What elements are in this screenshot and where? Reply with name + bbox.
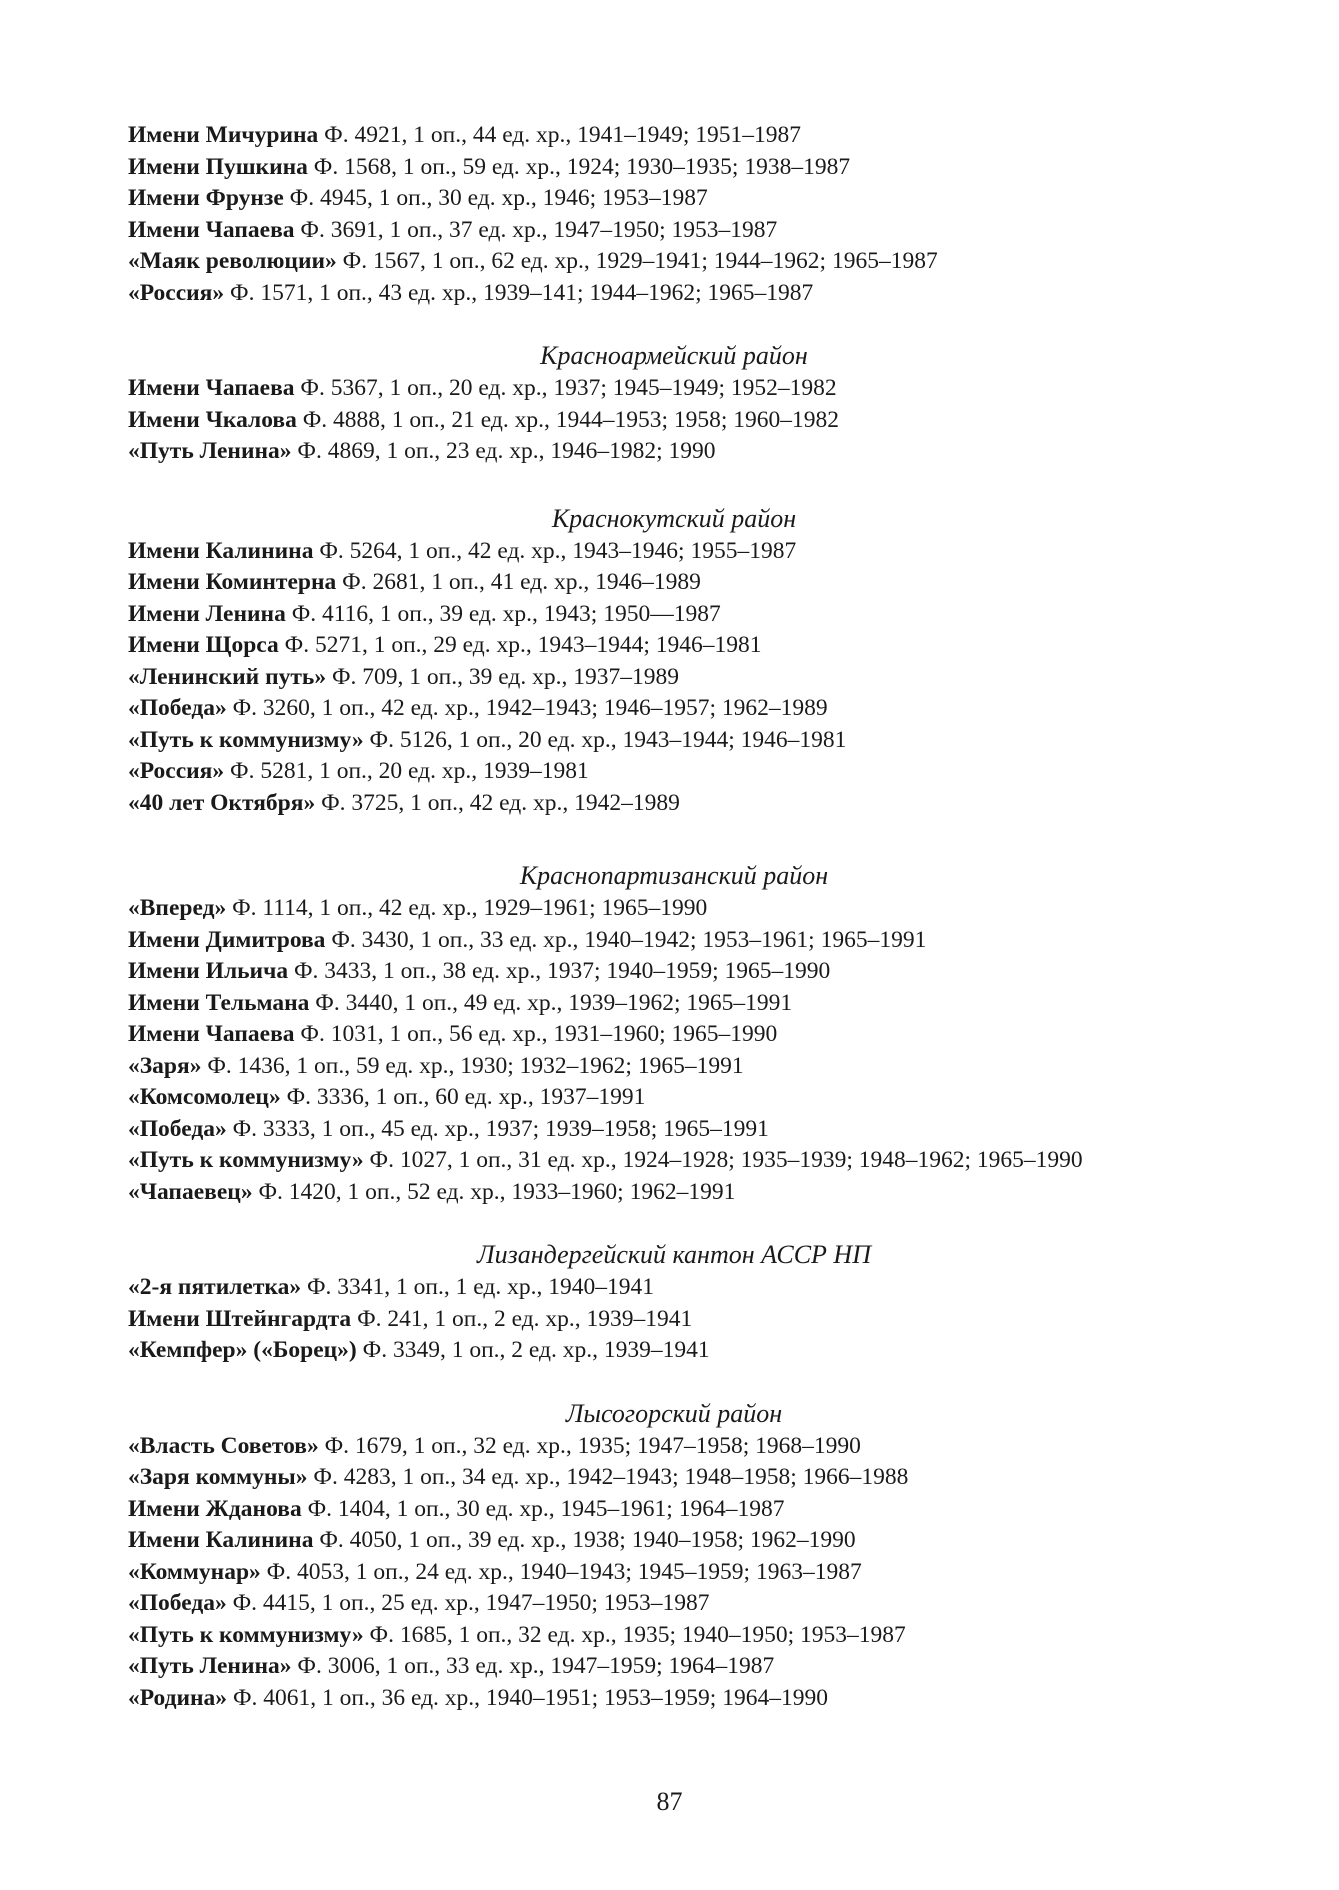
entry xyxy=(128,956,1228,988)
top-entries xyxy=(128,120,1228,309)
entry-name: «Путь к коммунизму» xyxy=(128,1147,364,1173)
entry xyxy=(128,925,1228,957)
entry xyxy=(128,1462,1228,1494)
entry xyxy=(128,215,1228,247)
entry-details: Ф. 3430, 1 оп., 33 ед. хр., 1940–1942; 1953–1961; 1965–1991 xyxy=(325,926,927,953)
entry-name: «Победа» xyxy=(128,1590,227,1616)
entry xyxy=(128,1051,1228,1083)
section-krasnopartizansky xyxy=(128,859,1228,1208)
entry-details: Ф. 3341, 1 оп., 1 ед. хр., 1940–1941 xyxy=(301,1274,654,1300)
entry-details: Ф. 5126, 1 оп., 20 ед. хр., 1943–1944; 1946–1981 xyxy=(363,726,847,753)
entry-details: Ф. 4116, 1 оп., 39 ед. хр., 1943; 1950––1987 xyxy=(285,600,721,627)
entry-details: Ф. 5367, 1 оп., 20 ед. хр., 1937; 1945–1949; 1952–1982 xyxy=(294,375,837,401)
entry-name: Имени Мичурина xyxy=(128,122,319,148)
entry-name: «Вперед» xyxy=(128,895,227,921)
entry-name: «Путь к коммунизму» xyxy=(128,726,364,753)
entry-name: Имени Калинина xyxy=(128,537,314,564)
entry-details: Ф. 1031, 1 оп., 56 ед. хр., 1931–1960; 1965–1990 xyxy=(294,1021,778,1047)
entry-name: «Победа» xyxy=(128,1115,227,1142)
entry xyxy=(128,630,1228,662)
entry-name: Имени Коминтерна xyxy=(128,569,337,595)
entry-details: Ф. 1679, 1 оп., 32 ед. хр., 1935; 1947–1958; 1968–1990 xyxy=(318,1432,861,1459)
entry xyxy=(128,1272,1228,1304)
entry-name: «Заря коммуны» xyxy=(128,1464,308,1490)
entry-details: Ф. 4061, 1 оп., 36 ед. хр., 1940–1951; 1953–1959; 1964–1990 xyxy=(227,1684,828,1711)
entry-name: «Путь к коммунизму» xyxy=(128,1621,364,1648)
entry-name: Имени Чапаева xyxy=(128,375,295,401)
entry xyxy=(128,1304,1228,1336)
entry-name: «Родина» xyxy=(128,1684,228,1711)
entry-details: Ф. 2681, 1 оп., 41 ед. хр., 1946–1989 xyxy=(336,569,701,595)
entry-details: Ф. 4921, 1 оп., 44 ед. хр., 1941–1949; 1951–1987 xyxy=(318,122,802,148)
entry xyxy=(128,246,1228,278)
entry-name: Имени Чапаева xyxy=(128,216,295,243)
entry xyxy=(128,152,1228,184)
entry-name: «2-я пятилетка» xyxy=(128,1274,302,1300)
entry xyxy=(128,120,1228,152)
section-lysogorsky xyxy=(128,1397,1228,1715)
entry xyxy=(128,1557,1228,1589)
entry xyxy=(128,1019,1228,1051)
entry xyxy=(128,1588,1228,1620)
entry-name: «Маяк революции» xyxy=(128,248,337,274)
entry-name: Имени Чкалова xyxy=(128,406,297,433)
entry-details: Ф. 3440, 1 оп., 49 ед. хр., 1939–1962; 1965–1991 xyxy=(309,989,793,1016)
entry-details: Ф. 4888, 1 оп., 21 ед. хр., 1944–1953; 1958; 1960–1982 xyxy=(296,406,840,433)
entry-details: Ф. 5271, 1 оп., 29 ед. хр., 1943–1944; 1946–1981 xyxy=(278,632,762,658)
entry-details: Ф. 4869, 1 оп., 23 ед. хр., 1946–1982; 1990 xyxy=(291,438,716,464)
entry-name: «Чапаевец» xyxy=(128,1178,253,1205)
entry xyxy=(128,988,1228,1020)
entry xyxy=(128,183,1228,215)
entry-name: «Ленинский путь» xyxy=(128,663,327,690)
entry xyxy=(128,1145,1228,1177)
entry-name: Имени Калинина xyxy=(128,1527,314,1553)
entry-name: Имени Чапаева xyxy=(128,1021,295,1047)
entry-name: Имени Ильича xyxy=(128,958,289,984)
entry-details: Ф. 3336, 1 оп., 60 ед. хр., 1937–1991 xyxy=(280,1084,646,1110)
entry-details: Ф. 3006, 1 оп., 33 ед. хр., 1947–1959; 1964–1987 xyxy=(291,1653,775,1679)
entry-details: Ф. 1685, 1 оп., 32 ед. хр., 1935; 1940–1950; 1953–1987 xyxy=(363,1621,906,1648)
entry xyxy=(128,756,1228,788)
entry-name: Имени Ленина xyxy=(128,600,286,627)
entry-details: Ф. 1567, 1 оп., 62 ед. хр., 1929–1941; 1944–1962; 1965–1987 xyxy=(336,248,938,274)
entry-name: «Власть Советов» xyxy=(128,1432,319,1459)
entry-name: Имени Жданова xyxy=(128,1495,302,1522)
section-heading: Лизандергейский кантон АССР НП xyxy=(477,1240,871,1269)
entry-details: Ф. 3260, 1 оп., 42 ед. хр., 1942–1943; 1946–1957; 1962–1989 xyxy=(226,695,828,721)
entry xyxy=(128,1620,1228,1652)
entry xyxy=(128,536,1228,568)
page-content xyxy=(128,120,1228,1714)
entry-name: Имени Пушкина xyxy=(128,153,308,180)
entry-details: Ф. 3349, 1 оп., 2 ед. хр., 1939–1941 xyxy=(356,1337,710,1363)
entry-name: «Россия» xyxy=(128,758,225,784)
entry xyxy=(128,567,1228,599)
entry-details: Ф. 3433, 1 оп., 38 ед. хр., 1937; 1940–1959; 1965–1990 xyxy=(288,958,831,984)
entry xyxy=(128,278,1228,310)
entry xyxy=(128,1683,1228,1715)
entry-details: Ф. 1420, 1 оп., 52 ед. хр., 1933–1960; 1962–1991 xyxy=(252,1178,736,1205)
entry xyxy=(128,1335,1228,1367)
entry-details: Ф. 1027, 1 оп., 31 ед. хр., 1924–1928; 1935–1939; 1948–1962; 1965–1990 xyxy=(363,1147,1083,1173)
entry xyxy=(128,1082,1228,1114)
entry-details: Ф. 1571, 1 оп., 43 ед. хр., 1939–141; 1944–1962; 1965–1987 xyxy=(224,279,814,306)
entry-name: Имени Димитрова xyxy=(128,926,326,953)
entry-name: Имени Щорса xyxy=(128,632,279,658)
entry xyxy=(128,788,1228,820)
entry xyxy=(128,1177,1228,1209)
entry-name: «Коммунар» xyxy=(128,1558,261,1585)
entry xyxy=(128,893,1228,925)
page-number: 87 xyxy=(656,1787,683,1816)
entry-details: Ф. 4945, 1 оп., 30 ед. хр., 1946; 1953–1987 xyxy=(283,185,708,211)
entry-details: Ф. 3333, 1 оп., 45 ед. хр., 1937; 1939–1958; 1965–1991 xyxy=(226,1115,769,1142)
entry-name: «Победа» xyxy=(128,695,227,721)
entry xyxy=(128,1114,1228,1146)
section-heading: Лысогорский район xyxy=(565,1398,783,1428)
section-heading: Краснокутский район xyxy=(551,503,797,533)
entry-details: Ф. 709, 1 оп., 39 ед. хр., 1937–1989 xyxy=(326,663,679,690)
entry-details: Ф. 5281, 1 оп., 20 ед. хр., 1939–1981 xyxy=(224,758,589,784)
entry-name: «40 лет Октября» xyxy=(128,789,316,816)
entry xyxy=(128,1431,1228,1463)
entry xyxy=(128,725,1228,757)
entry-details: Ф. 4415, 1 оп., 25 ед. хр., 1947–1950; 1953–1987 xyxy=(226,1590,710,1616)
entry xyxy=(128,1494,1228,1526)
entry-name: «Россия» xyxy=(128,279,225,306)
section-heading: Краснопартизанский район xyxy=(519,861,829,890)
entry-name: «Путь Ленина» xyxy=(128,438,292,464)
entry-name: Имени Штейнгардта xyxy=(128,1305,352,1332)
entry xyxy=(128,662,1228,694)
entry-details: Ф. 5264, 1 оп., 42 ед. хр., 1943–1946; 1955–1987 xyxy=(313,537,797,564)
entry-name: «Заря» xyxy=(128,1052,202,1079)
entry-details: Ф. 4283, 1 оп., 34 ед. хр., 1942–1943; 1948–1958; 1966–1988 xyxy=(307,1464,909,1490)
entry-details: Ф. 3725, 1 оп., 42 ед. хр., 1942–1989 xyxy=(315,789,680,816)
entry-name: «Кемпфер» («Борец») xyxy=(128,1337,357,1363)
entry xyxy=(128,599,1228,631)
entry-details: Ф. 4050, 1 оп., 39 ед. хр., 1938; 1940–1958; 1962–1990 xyxy=(313,1527,856,1553)
entry xyxy=(128,436,1228,468)
entry xyxy=(128,405,1228,437)
entry-details: Ф. 1114, 1 оп., 42 ед. хр., 1929–1961; 1965–1990 xyxy=(226,895,708,921)
entry-details: Ф. 1568, 1 оп., 59 ед. хр., 1924; 1930–1935; 1938–1987 xyxy=(307,153,851,180)
entry-details: Ф. 1436, 1 оп., 59 ед. хр., 1930; 1932–1962; 1965–1991 xyxy=(201,1052,744,1079)
section-lizandergeysky xyxy=(128,1238,1228,1367)
section-krasnoarmeysky xyxy=(128,339,1228,468)
entry-details: Ф. 4053, 1 оп., 24 ед. хр., 1940–1943; 1945–1959; 1963–1987 xyxy=(260,1558,862,1585)
entry-details: Ф. 3691, 1 оп., 37 ед. хр., 1947–1950; 1953–1987 xyxy=(294,216,778,243)
entry xyxy=(128,1525,1228,1557)
entry-details: Ф. 1404, 1 оп., 30 ед. хр., 1945–1961; 1964–1987 xyxy=(301,1495,785,1522)
entry-name: Имени Тельмана xyxy=(128,989,310,1016)
section-heading: Красноармейский район xyxy=(540,341,808,370)
entry xyxy=(128,693,1228,725)
entry-details: Ф. 241, 1 оп., 2 ед. хр., 1939–1941 xyxy=(351,1305,693,1332)
section-krasnokutsky xyxy=(128,502,1228,820)
entry-name: Имени Фрунзе xyxy=(128,185,284,211)
entry xyxy=(128,373,1228,405)
entry-name: «Путь Ленина» xyxy=(128,1653,292,1679)
entry xyxy=(128,1651,1228,1683)
entry-name: «Комсомолец» xyxy=(128,1084,281,1110)
